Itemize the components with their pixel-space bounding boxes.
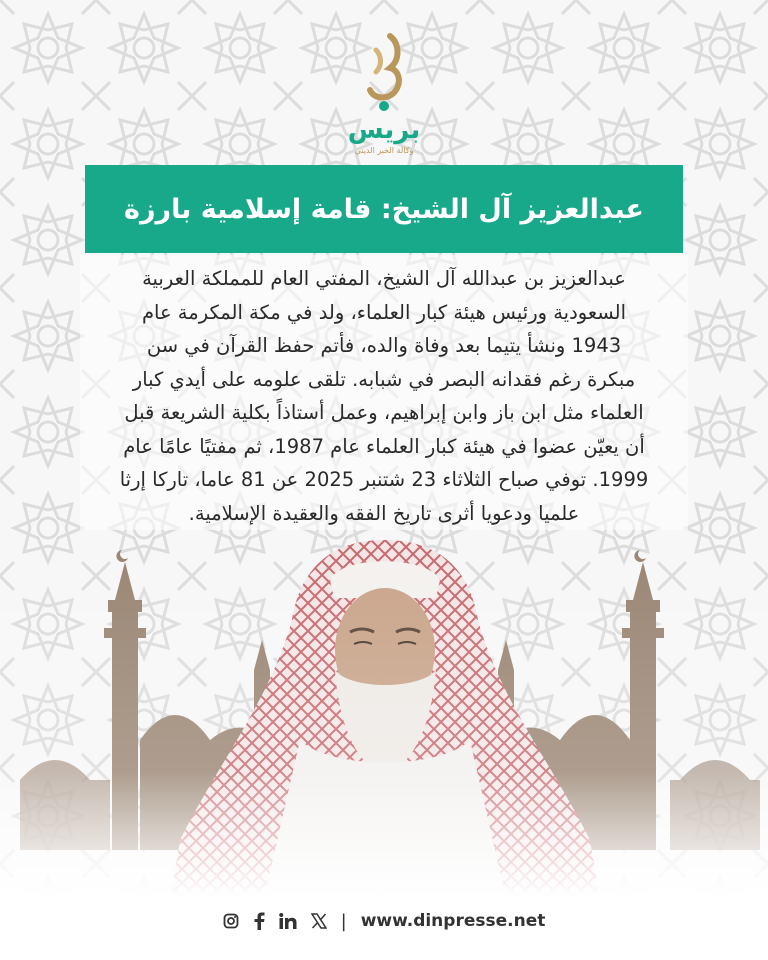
brand-tagline: وكالة الخبر الديني bbox=[354, 146, 414, 155]
portrait-scene bbox=[0, 540, 768, 960]
footer bbox=[0, 906, 768, 936]
article-body bbox=[78, 262, 690, 530]
body-line: أن يعيّن عضوا في هيئة كبار العلماء عام 1987، ثم مفتيًا عامًا عام bbox=[123, 434, 645, 458]
social-links bbox=[223, 912, 327, 930]
website-link[interactable]: www.dinpresse.net bbox=[360, 911, 546, 931]
body-line: 1999. توفي صباح الثلاثاء 23 شتنبر 2025 عن 81 عاما، تاركا إرثا bbox=[119, 468, 649, 491]
headline: عبدالعزيز آل الشيخ: قامة إسلامية بارزة bbox=[124, 193, 644, 225]
body-line: 1943 ونشأ يتيما بعد وفاة والده، فأتم حفظ القرآن في سن bbox=[146, 334, 622, 357]
body-line: السعودية ورئيس هيئة كبار العلماء، ولد في مكة المكرمة عام bbox=[141, 300, 627, 324]
brand-logo bbox=[334, 30, 434, 160]
footer-separator: | bbox=[340, 910, 347, 932]
body-line: العلماء مثل ابن باز وابن إبراهيم، وعمل أستاذاً بكلية الشريعة قبل bbox=[124, 401, 644, 424]
body-line: مبكرة رغم فقدانه البصر في شبابه. تلقى علومه على أيدي كبار bbox=[132, 367, 636, 391]
facebook-icon[interactable] bbox=[253, 912, 265, 930]
headline-banner bbox=[85, 165, 683, 253]
x-icon[interactable] bbox=[311, 913, 327, 929]
body-line: عبدالعزيز بن عبدالله آل الشيخ، المفتي العام للمملكة العربية bbox=[142, 267, 626, 290]
body-line: علميا ودعويا أثرى تاريخ الفقه والعقيدة الإسلامية. bbox=[188, 501, 580, 525]
instagram-icon[interactable] bbox=[223, 913, 239, 929]
linkedin-icon[interactable] bbox=[279, 913, 297, 929]
brand-emblem-icon bbox=[354, 30, 414, 114]
brand-name: بريس bbox=[347, 115, 421, 145]
